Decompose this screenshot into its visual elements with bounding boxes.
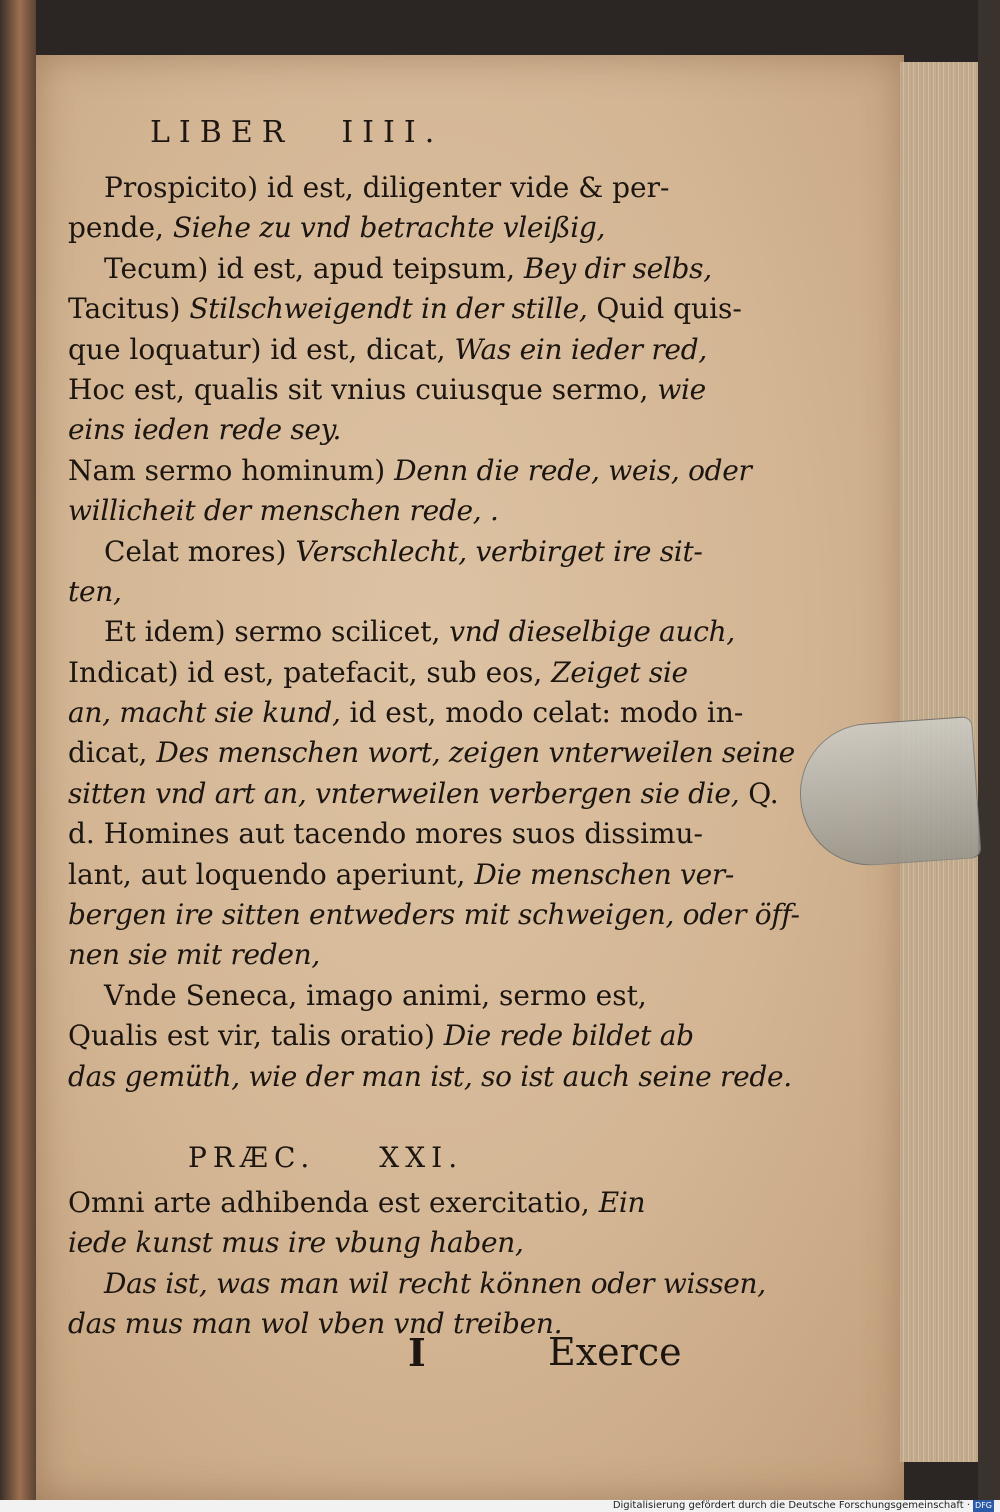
text-line [68,330,728,370]
german-gloss: Was ein ieder red, [454,332,707,366]
text-line [68,814,728,854]
catchword: Exerce [548,1330,682,1374]
latin-text: que loquatur) id est, dicat, [68,332,455,366]
text-line [68,733,795,773]
german-gloss: Die rede bildet ab [443,1019,694,1053]
running-header [150,115,443,150]
german-gloss: an, macht sie kund, [68,696,341,730]
text-line [68,612,735,652]
latin-text: dicat, [68,736,157,770]
text-line [68,1223,728,1263]
latin-text: id est, modo celat: modo in- [340,696,744,730]
latin-text: Nam sermo hominum) [68,453,395,487]
text-line [68,168,728,208]
text-line [68,976,728,1016]
text-line [68,653,728,693]
german-gloss: Verschlecht, verbirget ire sit- [295,534,703,568]
text-line [68,491,728,531]
latin-text: Vnde Seneca, imago animi, sermo est, [104,978,647,1012]
latin-text: Omni arte adhibenda est exercitatio, [68,1185,599,1219]
german-gloss: eins ieden rede sey. [68,413,342,447]
text-line [68,572,728,612]
latin-text: Indicat) id est, patefacit, sub eos, [68,655,552,689]
german-gloss: das gemüth, wie der man ist, so ist auch seine rede. [68,1059,792,1093]
latin-text: Q. [739,776,779,810]
section-heading [68,1133,728,1183]
german-gloss: vnd dieselbige auch, [449,615,735,649]
text-line [68,774,779,814]
german-gloss: nen sie mit reden, [68,938,320,972]
latin-text: Tacitus) [68,292,190,326]
latin-text: Qualis est vir, talis oratio) [68,1019,444,1053]
text-line [68,249,728,289]
commentary-block [68,168,800,1097]
precept-block [68,1183,766,1345]
text-line [68,410,728,450]
signature-mark: I [408,1330,426,1375]
prae-number: XXI. [379,1140,464,1174]
text-line [68,289,742,329]
german-gloss: wie [657,372,706,406]
latin-text: Hoc est, qualis sit vnius cuiusque sermo, [68,372,658,406]
latin-text: Quid quis- [587,292,742,326]
text-line [68,935,728,975]
german-gloss: Das ist, was man wil recht können oder wissen, [104,1266,766,1300]
text-line [68,1016,728,1056]
german-gloss: Denn die rede, weis, oder [394,453,752,487]
latin-text: Celat mores) [104,534,296,568]
latin-text: d. Homines aut tacendo mores suos dissimu- [68,817,703,851]
text-line [68,693,744,733]
text-line [68,895,800,935]
german-gloss: sitten vnd art an, vnterweilen verbergen sie die, [68,776,740,810]
latin-text: Et idem) sermo scilicet, [104,615,450,649]
footer-credit [613,1500,994,1512]
german-gloss: Ein [598,1185,646,1219]
text-line [68,532,728,572]
german-gloss: ten, [68,574,122,608]
left-page-edge [0,0,36,1500]
german-gloss: Des menschen wort, zeigen vnterweilen seine [156,736,795,770]
latin-text: pende, [68,211,173,245]
german-gloss: Zeiget sie [551,655,688,689]
dfg-logo: DFG [975,1501,992,1510]
book-cover-edge [978,0,1000,1500]
german-gloss: das mus man wol vben vnd treiben. [68,1307,563,1341]
latin-text: Prospicito) id est, diligenter vide & per- [104,171,670,204]
german-gloss: bergen ire sitten entweders mit schweigen, oder öff- [68,898,800,932]
german-gloss: Bey dir selbs, [523,251,712,285]
german-gloss: Stilschweigendt in der stille, [189,292,588,326]
text-line [68,855,735,895]
footer-text: Digitalisierung gefördert durch die Deutsche Forschungsgemeinschaft · [612,1500,971,1511]
german-gloss: iede kunst mus ire vbung haben, [68,1226,524,1260]
latin-text: lant, aut loquendo aperiunt, [68,857,475,891]
text-block [68,168,800,1345]
german-gloss: Die menschen ver- [474,857,735,891]
text-line [68,1264,766,1304]
section-gap [68,1097,728,1133]
header-liber: LIBER [150,115,294,150]
german-gloss: Siehe zu vnd betrachte vleißig, [172,211,606,245]
german-gloss: willicheit der menschen rede, . [68,494,499,528]
text-line [68,1057,792,1097]
text-line [68,370,728,410]
latin-text: Tecum) id est, apud teipsum, [104,251,524,285]
text-line [68,451,752,491]
prae-label: PRÆC. [188,1140,316,1174]
text-line [68,208,728,248]
header-number: IIII. [341,115,444,150]
text-line [68,1183,728,1223]
